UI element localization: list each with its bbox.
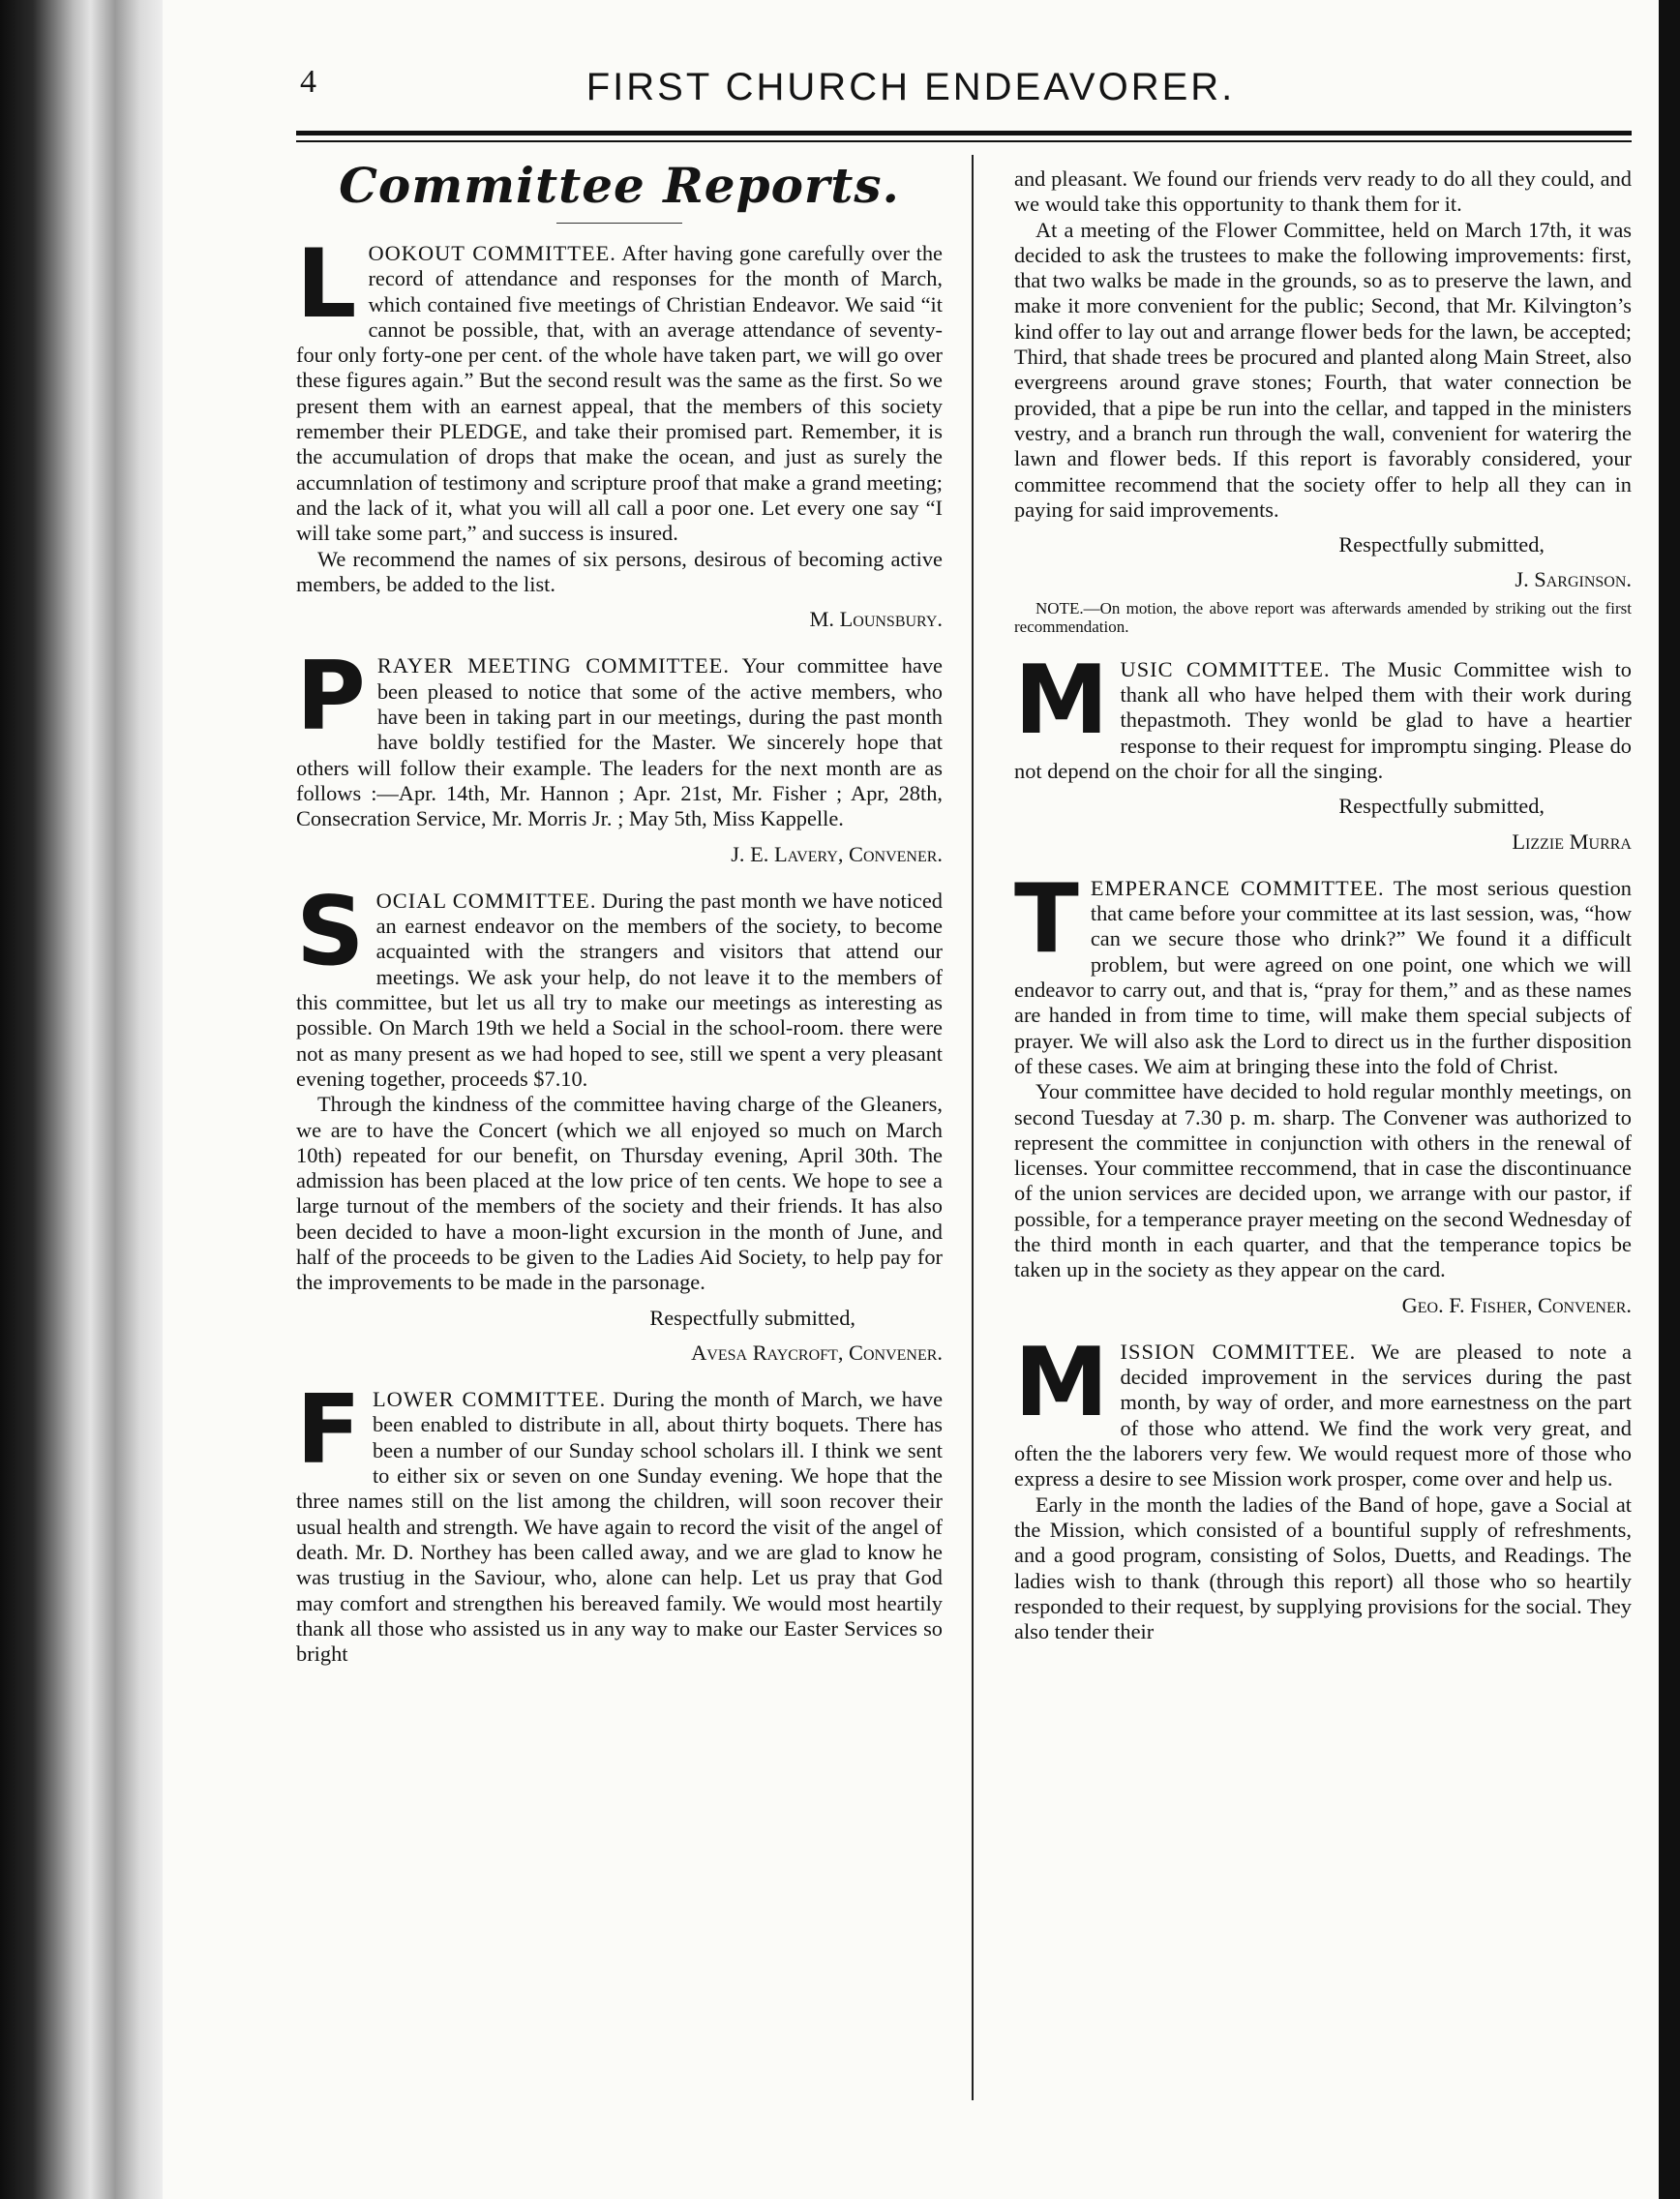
report-paragraph (296, 876, 944, 1092)
report-paragraph: Through the kindness of the committee having charge of the Gleaners, we are to have the Concert (which we all enjoyed so much on March 10th) repeated for our benefit, on Thursday evening, April 30th. The admission has been placed at the low price of ten cents. We hope to see a large turnout of the members of the society and their friends. It has also been decided to have a moon-light excursion in the month of June, and half of the proceeds to be given to the Ladies Aid Society, to help pay for the improvements to be made in the parsonage. (296, 1092, 943, 1295)
report-paragraph (296, 1375, 944, 1667)
report-note: NOTE.—On motion, the above report was afterwards amended by striking out the first recommendation. (1014, 598, 1632, 636)
drop-cap: F (296, 1375, 361, 1487)
report-text: During the past month we have noticed an earnest endeavor on the members of the society, to become acquainted with the strangers and visitors that attend our meetings. We ask your help, do not leave it to the members of this committee, but let us all try to make our meetings as interesting as possible. On March 19th we held a Social in the school-room. there were not as many present as we had hoped to see, still we spent a very pleasant evening together, proceeds $7.10. (296, 888, 944, 1091)
report-paragraph (1014, 863, 1632, 1079)
report-signature: Geo. F. Fisher, Convener. (1401, 1292, 1632, 1317)
report-signature: Lizzie Murra (1512, 828, 1632, 854)
title-rule (556, 223, 682, 224)
left-column (296, 159, 943, 1688)
report-paragraph (296, 642, 943, 831)
drop-cap: M (1014, 645, 1109, 756)
report-heading: RAYER MEETING COMMITTEE. (376, 653, 730, 678)
social-committee-report (296, 876, 944, 1366)
report-heading: OOKOUT COMMITTEE. (368, 241, 616, 265)
respectfully-submitted: Respectfully submitted, (1338, 532, 1545, 557)
respectfully-submitted: Respectfully submitted, (1338, 794, 1545, 819)
column-divider (972, 155, 974, 2100)
report-signature: J. E. Lavery, Convener. (731, 841, 943, 866)
section-title: Committee Reports. (339, 157, 900, 214)
report-signature: Avesa Raycroft, Convener. (691, 1340, 943, 1365)
header-rule-thin (296, 140, 1632, 142)
report-text: After having gone carefully over the record of attendance and responses for the month of March, which contained five meetings of Christian Endeavor. We said “it cannot be possible, that, with an average attendance of seventy-four only forty-one per cent. of the whole have taken part, we will go over these figures again.” But the second result was the same as the first. So we present them with an earnest appeal, that the members of this society remember their PLEDGE, and take their promised part. Remember, it is the accumulation of drops that make the ocean, and just as surely the accumnlation of testimony and scripture proof that make a grand meeting; and the lack of it, what you will all call a poor one. Let every one say “I will take some part,” and success is insured. (296, 241, 943, 546)
flower-committee-report-continued (1014, 166, 1632, 636)
header-rule-thick (296, 131, 1632, 136)
music-committee-report (1014, 645, 1632, 855)
report-text: We are pleased to note a decided improvement in the services during the past month, by way of order, and more earnestness on the part of those who attend. We find the work very great, and often the the laborers very few. We would request more of those who express a desire to see Mission work prosper, come over and help us. (1014, 1339, 1632, 1491)
prayer-meeting-committee-report (296, 642, 943, 866)
drop-cap: P (296, 642, 366, 753)
right-column (1014, 166, 1632, 1666)
drop-cap: T (1014, 863, 1079, 975)
drop-cap: L (296, 229, 357, 340)
report-text: During the month of March, we have been enabled to distribute in all, about thirty boquets. There has been a number of our Sunday school scholars ill. I think we sent to either six or seven on one Sunday evening. We hope that the three names still on the list among the children, will soon recover their usual health and strength. We have again to record the visit of the angel of death. Mr. D. Northey has been called away, and we are glad to know he was trustiug in the Saviour, who, alone can help. Let us pray that God may comfort and strengthen his bereaved family. We would most heartily thank all those who assisted us in any way to make our Easter Services so bright (296, 1387, 944, 1667)
flower-committee-report (296, 1375, 944, 1667)
report-heading: LOWER COMMITTEE. (372, 1387, 607, 1412)
newsletter-page (163, 0, 1659, 2199)
report-heading: EMPERANCE COMMITTEE. (1090, 875, 1385, 900)
report-heading: USIC COMMITTEE. (1120, 656, 1331, 681)
report-paragraph: Early in the month the ladies of the Band of hope, gave a Social at the Mission, which consisted of a bountiful supply of refreshments, and a good program, consisting of Solos, Duetts, and Readings. The ladies wish to thank (through this report) all those who so heartily responded to their request, by supplying provisions for the social. They also tender their (1014, 1491, 1632, 1644)
page-right-shadow (1659, 0, 1680, 2199)
respectfully-submitted: Respectfully submitted, (649, 1305, 855, 1330)
temperance-committee-report (1014, 863, 1632, 1318)
running-title: FIRST CHURCH ENDEAVORER. (585, 66, 1236, 108)
report-signature: M. Lounsbury. (809, 607, 943, 632)
report-paragraph: Your committee have decided to hold regular monthly meetings, on second Tuesday at 7.30 p. m. sharp. The Convener was authorized to represent the committee in conjunction with others in the renewal of licenses. Your committee reccommend, that in case the discontinuance of the union services are decided upon, we arrange with our pastor, if possible, for a temperance prayer meeting on the second Wednesday of the third month in each quarter, and that the temperance topics be taken up in the society as they appear on the card. (1014, 1079, 1632, 1282)
report-paragraph: We recommend the names of six persons, desirous of becoming active members, be added to the list. (296, 546, 943, 596)
report-paragraph (296, 229, 943, 547)
report-heading: ISSION COMMITTEE. (1120, 1339, 1357, 1364)
drop-cap: M (1014, 1327, 1109, 1438)
report-text: Your committee have been pleased to notice that some of the active members, who have been in taking part in our meetings, during the past month have boldly testified for the Master. We sincerely hope that others will follow their example. The leaders for the next month are as follows :—Apr. 14th, Mr. Hannon ; Apr. 21st, Mr. Fisher ; Apr, 28th, Consecration Service, Mr. Morris Jr. ; May 5th, Miss Kappelle. (296, 653, 943, 831)
report-text: The most serious question that came before your committee at its last session, was, “how can we secure those who drink?” We found it a difficult problem, but were agreed on one point, one which we will endeavor to carry out, and that is, “pray for them,” and as these names are handed in from time to time, will make them special subjects of prayer. We will also ask the Lord to direct us in the further disposition of these cases. We aim at bringing these into the fold of Christ. (1014, 875, 1632, 1078)
lookout-committee-report (296, 229, 943, 632)
report-signature: J. Sarginson. (1515, 567, 1632, 592)
report-text: The Music Committee wish to thank all who have helped them with their work during thepastmoth. They wonld be glad to have a heartier response to their request for impromptu singing. Please do not depend on the choir for all the singing. (1014, 656, 1632, 783)
report-paragraph (1014, 1327, 1632, 1492)
report-paragraph (1014, 645, 1632, 784)
report-paragraph: and pleasant. We found our friends verv ready to do all they could, and we would take this opportunity to thank them for it. (1014, 166, 1632, 217)
report-paragraph: At a meeting of the Flower Committee, held on March 17th, it was decided to ask the trustees to make the following improvements: first, that two walks be made in the grounds, so as to preserve the lawn, and make it more convenient for the public; Second, that Mr. Kilvington’s kind offer to lay out and arrange flower beds for the lawn, be accepted; Third, that shade trees be procured and planted along Main Street, also evergreens around grave stones; Fourth, that water connection be provided, that a pipe be run into the cellar, and tapped in the ministers vestry, and a branch run through the wall, convenient for waterirg the lawn and flower beds. If this report is favorably considered, your committee recommend that the society offer to help all they can in paying for said improvements. (1014, 217, 1632, 522)
drop-cap: S (296, 876, 365, 987)
book-spine-edge (0, 0, 165, 2199)
mission-committee-report (1014, 1327, 1632, 1645)
page-number: 4 (300, 64, 316, 100)
report-heading: OCIAL COMMITTEE. (375, 888, 597, 913)
